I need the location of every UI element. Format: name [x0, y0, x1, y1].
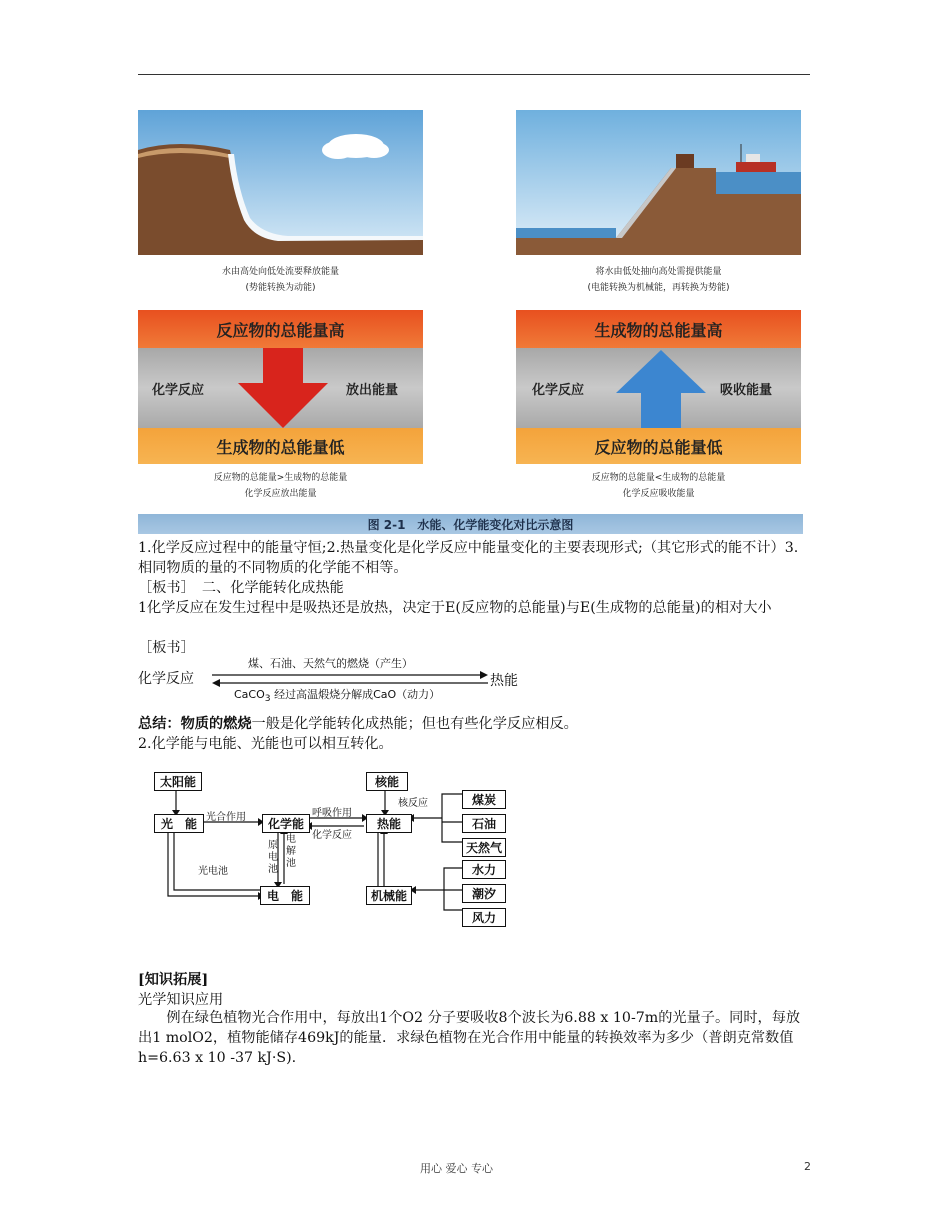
coal-box: 煤炭 [462, 790, 506, 809]
hydropower-box: 水力 [462, 860, 506, 879]
header-rule [138, 74, 810, 75]
right-summary-2: 化学反应吸收能量 [622, 489, 695, 499]
extension-subheading: 光学知识应用 [138, 992, 224, 1008]
nuclear-energy-box: 核能 [366, 772, 408, 791]
page-number: 2 [804, 1160, 811, 1173]
left-band-bottom: 生成物的总能量低 [138, 428, 423, 464]
left-band-middle [138, 348, 423, 428]
right-panel [516, 110, 801, 514]
left-band-top: 反应物的总能量高 [138, 310, 423, 348]
right-mid-right-label: 吸收能量 [720, 383, 773, 398]
right-caption-2: (电能转换为机械能，再转换为势能) [587, 283, 730, 293]
energy-conversion-diagram [152, 770, 512, 928]
paragraph-3: 1化学反应在发生过程中是吸热还是放热，决定于E(反应物的总能量)与E(生成物的总能量)的相对大小 [138, 600, 772, 616]
left-panel [138, 110, 423, 514]
paragraph-1: 1.化学反应过程中的能量守恒;2.热量变化是化学反应中能量变化的主要表现形式;（其它形式的能不计）3.相同物质的量的不同物质的化学能不相等。 [138, 540, 799, 576]
left-summary-2: 化学反应放出能量 [244, 489, 317, 499]
electric-energy-box: 电 能 [260, 886, 310, 905]
double-arrow-icon [210, 671, 490, 687]
tidal-box: 潮汐 [462, 884, 506, 903]
footer-motto: 用心 爱心 专心 [420, 1162, 493, 1175]
left-mid-right-label: 放出能量 [346, 383, 399, 398]
figure-title: 图 2-1 水能、化学能变化对比示意图 [138, 514, 803, 534]
left-summary-1: 反应物的总能量>生成物的总能量 [213, 473, 348, 483]
nuclear-reaction-label: 核反应 [398, 798, 428, 809]
oil-box: 石油 [462, 814, 506, 833]
photocell-label: 光电池 [198, 866, 228, 877]
waterfall-scene [138, 110, 423, 255]
chem-reaction-label: 化学反应 [312, 830, 352, 841]
left-mid-label: 化学反应 [152, 383, 205, 398]
chemical-energy-box: 化学能 [262, 814, 310, 833]
flow-bottom-label: CaCO$_3$ 经过高温煅烧分解成CaO（动力） [234, 688, 441, 705]
photosynthesis-label: 光合作用 [206, 812, 246, 823]
pump-scene [516, 110, 801, 255]
primary-cell-label: 原电池 [268, 840, 278, 875]
right-band-middle [516, 348, 801, 428]
paragraph-5: 2.化学能与电能、光能也可以相互转化。 [138, 736, 393, 752]
paragraph-2: ［板书］ 二、化学能转化成热能 [138, 580, 344, 596]
mechanical-energy-box: 机械能 [366, 886, 412, 905]
solar-energy-box: 太阳能 [154, 772, 202, 791]
electrolytic-cell-label: 电解池 [286, 834, 296, 869]
right-caption-1: 将水由低处抽向高处需提供能量 [595, 267, 722, 277]
down-arrow-icon [233, 348, 333, 428]
right-summary-1: 反应物的总能量<生成物的总能量 [591, 473, 726, 483]
natural-gas-box: 天然气 [462, 838, 506, 857]
left-caption-2: (势能转换为动能) [245, 283, 316, 293]
paragraph-4: ［板书］ [138, 640, 195, 656]
energy-comparison-figure [138, 110, 803, 534]
respiration-label: 呼吸作用 [312, 808, 352, 819]
right-band-bottom: 反应物的总能量低 [516, 428, 801, 464]
summary-rest: 一般是化学能转化成热能；但也有些化学反应相反。 [251, 716, 578, 732]
example-paragraph: 例在绿色植物光合作用中，每放出1个O2 分子要吸收8个波长为6.88 x 10-7m的光量子。同时，每放出1 molO2，植物能储存469kJ的能量．求绿色植物在光合作用中能量的转换效率为多少（普朗克常数值h=6.63 x 10 -37 kJ·S). [138, 1010, 801, 1066]
wind-box: 风力 [462, 908, 506, 927]
heat-energy-box: 热能 [366, 814, 412, 833]
left-caption-1: 水由高处向低处流要释放能量 [221, 267, 339, 277]
diagram-connectors [152, 770, 512, 928]
chem-heat-flow [138, 655, 533, 703]
flow-top-label: 煤、石油、天然气的燃烧（产生） [248, 657, 413, 670]
flow-left-label: 化学反应 [138, 671, 194, 687]
right-mid-label: 化学反应 [532, 383, 585, 398]
extension-heading: [知识拓展] [138, 972, 209, 988]
right-band-top: 生成物的总能量高 [516, 310, 801, 348]
light-energy-box: 光 能 [154, 814, 204, 833]
summary-line [138, 714, 812, 734]
summary-bold: 总结：物质的燃烧 [138, 716, 252, 732]
flow-right-label: 热能 [490, 673, 518, 689]
up-arrow-icon [611, 348, 711, 428]
